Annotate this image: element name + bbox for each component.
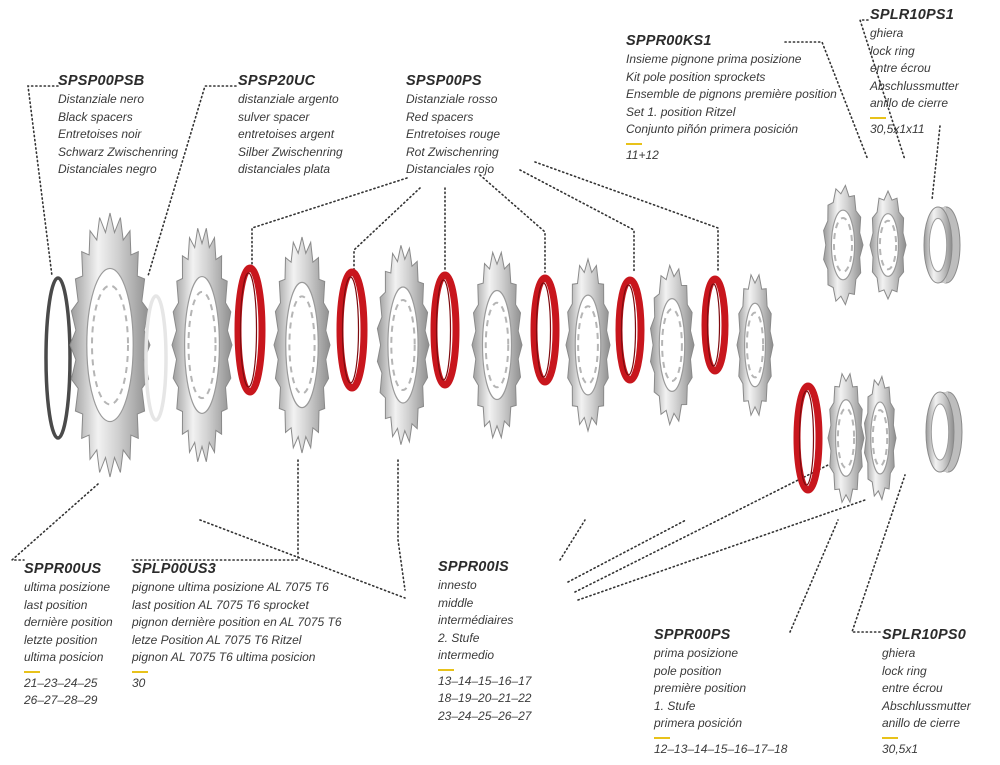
middle-sprocket (274, 237, 330, 453)
description-de: letze Position AL 7075 T6 Ritzel (132, 632, 302, 647)
description-es: anillo de cierre (882, 716, 961, 730)
description-it: ghiera (882, 646, 916, 660)
description-it: Insieme pignone prima posizione (626, 52, 802, 66)
part-code: SPPR00KS1 (626, 33, 712, 49)
middle-sprocket (651, 265, 695, 424)
part-code: SPSP20UC (238, 73, 316, 89)
accent-bar (24, 671, 40, 673)
description-it: innesto (438, 578, 477, 592)
description-es: pignon AL 7075 T6 ultima posicion (132, 650, 316, 664)
description-fr: dernière position (24, 615, 113, 629)
label-splr10ps1 (870, 6, 959, 138)
leader-line (535, 162, 718, 272)
sizes-line: 21–23–24–25 (24, 675, 98, 690)
leader-line (398, 460, 405, 590)
description-en: Black spacers (58, 109, 133, 124)
description-fr: pignon dernière position en AL 7075 T6 (132, 615, 342, 629)
description-es: Conjunto piñón primera posición (626, 122, 799, 136)
description-es: anillo de cierre (870, 96, 949, 110)
description-fr: intermédiaires (438, 613, 514, 627)
red-spacer (619, 280, 641, 380)
description-de: Set 1. position Ritzel (626, 104, 736, 119)
middle-sprocket (737, 275, 773, 415)
middle-sprocket (377, 245, 429, 444)
leader-line (132, 460, 298, 560)
label-splr10ps0 (882, 626, 971, 758)
al-7075-last-position-sprocket (172, 228, 232, 462)
pole-position-sprocket (828, 374, 864, 503)
description-es: Distanciales negro (58, 162, 157, 176)
part-code: SPSP00PSB (58, 73, 145, 89)
description-it: pignone ultima posizione AL 7075 T6 (132, 580, 329, 594)
leader-line (560, 520, 585, 560)
red-spacer (705, 279, 725, 371)
description-en: pole position (654, 663, 722, 678)
leader-line (852, 475, 905, 632)
description-es: intermedio (438, 648, 495, 662)
description-es: primera posición (654, 716, 743, 730)
description-en: sulver spacer (238, 109, 310, 124)
description-it: Distanziale rosso (406, 92, 498, 106)
description-es: distanciales plata (238, 162, 331, 176)
accent-bar (870, 117, 886, 119)
description-de: Abschlussmutter (870, 78, 959, 93)
description-fr: Ensemble de pignons première position (626, 87, 837, 101)
pole-position-sprocket-12 (870, 191, 906, 299)
accent-bar (654, 737, 670, 739)
description-fr: première position (654, 681, 747, 695)
leader-line (252, 178, 407, 270)
last-position-sprocket (70, 213, 150, 477)
lock-ring-11 (924, 207, 960, 283)
red-spacer (534, 278, 556, 382)
label-splp00us3 (132, 560, 342, 692)
accent-bar (438, 669, 454, 671)
leader-line (12, 484, 98, 560)
pole-position-sprocket (865, 377, 897, 500)
sizes-line: 30 (132, 675, 146, 690)
part-code: SPLR10PS1 (870, 7, 955, 23)
sizes-line: 18–19–20–21–22 (438, 691, 532, 705)
part-code: SPLR10PS0 (882, 627, 967, 643)
red-spacer (238, 268, 262, 392)
description-es: Distanciales rojo (406, 162, 495, 176)
description-de: Schwarz Zwischenring (58, 144, 179, 159)
silver-spacer (146, 296, 166, 420)
sizes-line: 12–13–14–15–16–17–18 (654, 741, 788, 756)
description-de: Abschlussmutter (882, 698, 971, 713)
label-spsp20uc (238, 72, 343, 179)
description-de: 2. Stufe (438, 630, 480, 645)
description-en: lock ring (882, 663, 927, 678)
leader-line (480, 175, 545, 272)
label-spsp00psb (58, 72, 178, 179)
description-it: Distanziale nero (58, 92, 145, 106)
pole-position-sprocket-11 (824, 185, 863, 304)
leader-line (790, 520, 838, 632)
sizes-line: 30,5x1 (882, 741, 919, 756)
leader-line (520, 170, 634, 272)
description-de: letzte position (24, 632, 98, 647)
black-spacer (46, 278, 70, 438)
description-it: distanziale argento (238, 92, 339, 106)
description-fr: Entretoises rouge (406, 127, 501, 141)
description-fr: entre écrou (870, 61, 931, 75)
description-en: Red spacers (406, 109, 474, 124)
leader-line (578, 500, 865, 600)
accent-bar (626, 143, 642, 145)
description-de: Rot Zwischenring (406, 144, 499, 159)
red-spacer (434, 275, 456, 385)
label-sppr00ks1 (626, 32, 837, 164)
label-sppr00us (24, 560, 113, 710)
description-en: last position (24, 597, 88, 612)
part-code: SPPR00PS (654, 627, 731, 643)
sizes-line: 11+12 (626, 147, 659, 162)
part-code: SPPR00US (24, 561, 102, 577)
lock-ring (926, 392, 962, 472)
accent-bar (882, 737, 898, 739)
sizes-line: 23–24–25–26–27 (438, 708, 532, 723)
description-fr: Entretoises noir (58, 127, 142, 141)
description-en: middle (438, 595, 474, 610)
description-es: ultima posicion (24, 650, 104, 664)
leader-line (568, 520, 686, 582)
description-en: Kit pole position sprockets (626, 69, 766, 84)
accent-bar (132, 671, 148, 673)
description-fr: entre écrou (882, 681, 943, 695)
description-en: lock ring (870, 43, 915, 58)
description-it: prima posizione (654, 646, 739, 660)
red-spacer (340, 272, 364, 388)
label-sppr00ps (654, 626, 787, 758)
description-it: ultima posizione (24, 580, 111, 594)
leader-line (28, 86, 58, 276)
description-en: last position AL 7075 T6 sprocket (132, 597, 309, 612)
description-de: Silber Zwischenring (238, 144, 343, 159)
description-fr: entretoises argent (238, 127, 335, 141)
label-spsp00ps (406, 72, 500, 179)
sizes-line: 30,5x1x11 (870, 121, 925, 136)
part-code: SPLP00US3 (132, 561, 217, 577)
description-it: ghiera (870, 26, 904, 40)
sizes-line: 26–27–28–29 (24, 693, 98, 707)
label-sppr00is (438, 558, 531, 725)
middle-sprocket (566, 259, 610, 431)
middle-sprocket (472, 252, 522, 437)
part-code: SPPR00IS (438, 559, 509, 575)
sizes-line: 13–14–15–16–17 (438, 673, 532, 688)
part-code: SPSP00PS (406, 73, 482, 89)
description-de: 1. Stufe (654, 698, 696, 713)
